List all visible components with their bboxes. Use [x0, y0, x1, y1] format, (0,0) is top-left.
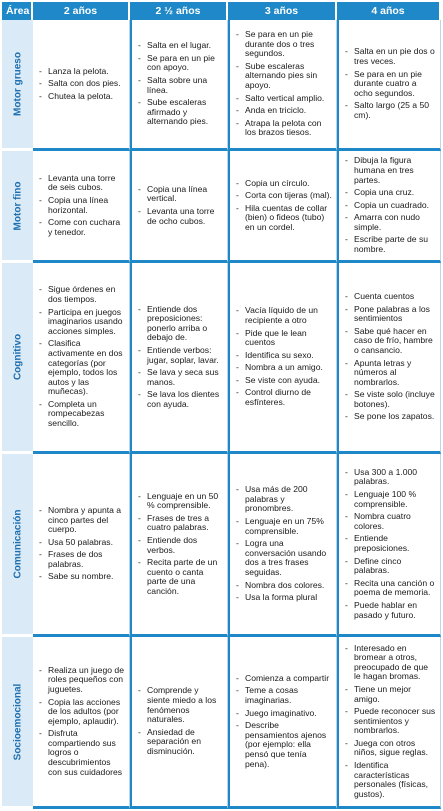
- milestone-item: - Cuenta cuentos: [343, 292, 436, 302]
- milestone-item: - Describe pensamientos ajenos (por ejemplo: ella pensó que tenía pena).: [234, 721, 332, 769]
- milestone-item: - Se para en un pie con apoyo.: [136, 54, 223, 73]
- milestone-list: [339, 44, 440, 123]
- milestone-item: - Tiene un mejor amigo.: [343, 685, 436, 704]
- milestone-item: - Lanza la pelota.: [37, 67, 125, 77]
- milestone-item: - Salto vertical amplio.: [234, 94, 332, 104]
- milestone-cell: [228, 454, 337, 637]
- table-row-cognitivo: [2, 263, 441, 454]
- milestone-item: - Sabe qué hacer en caso de frío, hambre o cansancio.: [343, 327, 436, 356]
- milestone-cell: [130, 151, 228, 263]
- development-milestones-table: [2, 2, 441, 809]
- milestone-item: - Apunta letras y números al nombrarlos.: [343, 359, 436, 388]
- milestone-item: - Copia una cruz.: [343, 188, 436, 198]
- milestone-item: - Atrapa la pelota con los brazos tiesos.: [234, 119, 332, 138]
- milestone-item: - Puede hablar en pasado y futuro.: [343, 601, 436, 620]
- milestone-item: - Lenguaje en un 50 % comprensible.: [136, 492, 223, 511]
- milestone-item: - Copia las acciones de los adultos (por ejemplo, aplaudir).: [37, 698, 125, 727]
- milestone-item: - Se viste solo (incluye botones).: [343, 390, 436, 409]
- header-age-3: 3 años: [228, 2, 337, 20]
- milestone-cell: [228, 20, 337, 151]
- milestone-item: - Usa más de 200 palabras y pronombres.: [234, 485, 332, 514]
- milestone-item: - Levanta una torre de ocho cubos.: [136, 207, 223, 226]
- milestone-item: - Amarra con nudo simple.: [343, 213, 436, 232]
- milestone-item: - Entiende preposiciones.: [343, 534, 436, 553]
- milestone-list: [132, 489, 227, 600]
- milestone-list: [230, 176, 336, 236]
- milestone-cell: [130, 637, 228, 809]
- milestone-list: [33, 282, 129, 431]
- milestone-cell: [33, 454, 130, 637]
- milestone-cell: [33, 637, 130, 809]
- area-cell: [2, 151, 33, 263]
- milestone-item: - Salta sobre una línea.: [136, 76, 223, 95]
- milestone-list: [339, 465, 440, 623]
- milestone-list: [339, 641, 440, 803]
- milestone-item: - Recita parte de un cuento o canta parte de una canción.: [136, 558, 223, 596]
- milestone-item: - Control diurno de esfínteres.: [234, 388, 332, 407]
- milestone-list: [33, 64, 129, 105]
- milestone-item: - Come con cuchara y tenedor.: [37, 218, 125, 237]
- milestone-list: [339, 153, 440, 257]
- milestone-item: - Copia un cuadrado.: [343, 201, 436, 211]
- milestone-item: - Nombra dos colores.: [234, 581, 332, 591]
- milestone-item: - Define cinco palabras.: [343, 557, 436, 576]
- milestone-cell: [337, 454, 441, 637]
- area-label: Comunicación: [12, 509, 23, 579]
- milestone-list: [33, 171, 129, 241]
- milestone-cell: [337, 20, 441, 151]
- milestone-item: - Frases de dos palabras.: [37, 550, 125, 569]
- milestone-list: [132, 182, 227, 229]
- milestone-list: [132, 302, 227, 413]
- milestone-item: - Logra una conversación usando dos a tres frases seguidas.: [234, 539, 332, 577]
- milestone-item: - Entiende verbos: jugar, soplar, lavar.: [136, 346, 223, 365]
- milestone-item: - Copia una línea horizontal.: [37, 196, 125, 215]
- milestone-cell: [33, 151, 130, 263]
- milestone-list: [230, 671, 336, 772]
- milestone-cell: [228, 637, 337, 809]
- header-age-2: 2 años: [33, 2, 130, 20]
- milestone-item: - Participa en juegos imaginarios usando acciones simples.: [37, 308, 125, 337]
- milestone-list: [230, 27, 336, 141]
- milestone-item: - Sigue órdenes en dos tiempos.: [37, 285, 125, 304]
- milestone-item: - Sabe su nombre.: [37, 572, 125, 582]
- area-cell: [2, 263, 33, 454]
- milestone-item: - Se lava los dientes con ayuda.: [136, 390, 223, 409]
- milestone-list: [230, 482, 336, 606]
- milestone-cell: [130, 454, 228, 637]
- area-cell: [2, 454, 33, 637]
- milestone-item: - Nombra y apunta a cinco partes del cuerpo.: [37, 506, 125, 535]
- milestone-item: - Copia un círculo.: [234, 179, 332, 189]
- milestone-item: - Salta en un pie dos o tres veces.: [343, 47, 436, 66]
- milestone-list: [132, 38, 227, 130]
- table-row-comunicacion: [2, 454, 441, 637]
- milestone-item: - Se para en un pie durante dos o tres segundos.: [234, 30, 332, 59]
- milestone-item: - Se viste con ayuda.: [234, 376, 332, 386]
- milestone-cell: [337, 263, 441, 454]
- milestone-item: - Comienza a compartir: [234, 674, 332, 684]
- milestone-cell: [130, 263, 228, 454]
- milestone-item: - Levanta una torre de seis cubos.: [37, 174, 125, 193]
- milestone-item: - Ansiedad de separación en disminución.: [136, 728, 223, 757]
- milestone-item: - Salta con dos pies.: [37, 79, 125, 89]
- milestone-item: - Interesado en bromear a otros, preocupado de que le hagan bromas.: [343, 644, 436, 682]
- milestone-item: - Comprende y siente miedo a los fenómenos naturales.: [136, 686, 223, 724]
- milestone-item: - Identifica su sexo.: [234, 351, 332, 361]
- header-age-2-5: 2 ½ años: [130, 2, 228, 20]
- milestone-item: - Teme a cosas imaginarias.: [234, 686, 332, 705]
- milestone-item: - Usa la forma plural: [234, 593, 332, 603]
- milestone-item: - Realiza un juego de roles pequeños con juguetes.: [37, 666, 125, 695]
- milestone-item: - Disfruta compartiendo sus logros o descubrimientos con sus cuidadores: [37, 729, 125, 777]
- header-row: [2, 2, 441, 20]
- milestone-item: - Se pone los zapatos.: [343, 412, 436, 422]
- milestone-cell: [130, 20, 228, 151]
- area-label: Motor fino: [12, 181, 23, 230]
- milestone-item: - Escribe parte de su nombre.: [343, 235, 436, 254]
- table-body: [2, 20, 441, 809]
- milestone-list: [230, 303, 336, 410]
- area-cell: [2, 20, 33, 151]
- milestone-item: - Sube escaleras afirmado y alternando pies.: [136, 98, 223, 127]
- milestone-cell: [33, 20, 130, 151]
- header-age-4: 4 años: [337, 2, 441, 20]
- milestone-cell: [337, 151, 441, 263]
- milestone-item: - Lenguaje 100 % comprensible.: [343, 490, 436, 509]
- milestone-item: - Anda en triciclo.: [234, 106, 332, 116]
- milestone-item: - Juega con otros niños, sigue reglas.: [343, 739, 436, 758]
- milestone-cell: [228, 263, 337, 454]
- milestone-list: [339, 289, 440, 425]
- milestone-list: [132, 683, 227, 759]
- milestone-item: - Vacía líquido de un recipiente a otro: [234, 306, 332, 325]
- milestone-list: [33, 503, 129, 585]
- milestone-item: - Juego imaginativo.: [234, 709, 332, 719]
- milestone-cell: [337, 637, 441, 809]
- table-row-motor-fino: [2, 151, 441, 263]
- header-area: Área: [2, 2, 33, 20]
- milestone-item: - Nombra a un amigo.: [234, 363, 332, 373]
- table-row-socioemocional: [2, 637, 441, 809]
- milestone-item: - Pide que le lean cuentos: [234, 329, 332, 348]
- area-label: Socioemocional: [12, 683, 23, 760]
- milestone-list: [33, 663, 129, 781]
- area-label: Cognitivo: [12, 333, 23, 381]
- milestone-item: - Clasifica activamente en dos categorías (por ejemplo, todos los autos y las muñecas).: [37, 339, 125, 397]
- milestone-item: - Recita una canción o poema de memoria.: [343, 579, 436, 598]
- milestone-item: - Se lava y seca sus manos.: [136, 368, 223, 387]
- milestone-item: - Pone palabras a los sentimientos: [343, 305, 436, 324]
- milestone-item: - Copia una línea vertical.: [136, 185, 223, 204]
- milestone-item: - Sube escaleras alternando pies sin apoyo.: [234, 62, 332, 91]
- milestone-item: - Completa un rompecabezas sencillo.: [37, 400, 125, 429]
- table-row-motor-grueso: [2, 20, 441, 151]
- milestone-item: - Dibuja la figura humana en tres partes.: [343, 156, 436, 185]
- milestone-item: - Se para en un pie durante cuatro a ocho segundos.: [343, 70, 436, 99]
- milestone-item: - Entiende dos verbos.: [136, 536, 223, 555]
- milestone-item: - Lenguaje en un 75% comprensible.: [234, 517, 332, 536]
- milestone-item: - Nombra cuatro colores.: [343, 512, 436, 531]
- milestone-item: - Salto largo (25 a 50 cm).: [343, 101, 436, 120]
- milestone-item: - Puede reconocer sus sentimientos y nombrarlos.: [343, 707, 436, 736]
- milestone-item: - Frases de tres a cuatro palabras.: [136, 514, 223, 533]
- milestone-item: - Usa 300 a 1.000 palabras.: [343, 468, 436, 487]
- milestone-item: - Entiende dos preposiciones: ponerlo arriba o debajo de.: [136, 305, 223, 343]
- area-cell: [2, 637, 33, 809]
- milestone-item: - Chutea la pelota.: [37, 92, 125, 102]
- milestone-item: - Usa 50 palabras.: [37, 538, 125, 548]
- milestone-cell: [33, 263, 130, 454]
- milestone-item: - Hila cuentas de collar (bien) o fideos (tubo) en un cordel.: [234, 204, 332, 233]
- milestone-cell: [228, 151, 337, 263]
- milestone-item: - Corta con tijeras (mal).: [234, 191, 332, 201]
- milestone-item: - Identifica características personales (físicas, gustos).: [343, 761, 436, 799]
- milestone-item: - Salta en el lugar.: [136, 41, 223, 51]
- area-label: Motor grueso: [12, 52, 23, 116]
